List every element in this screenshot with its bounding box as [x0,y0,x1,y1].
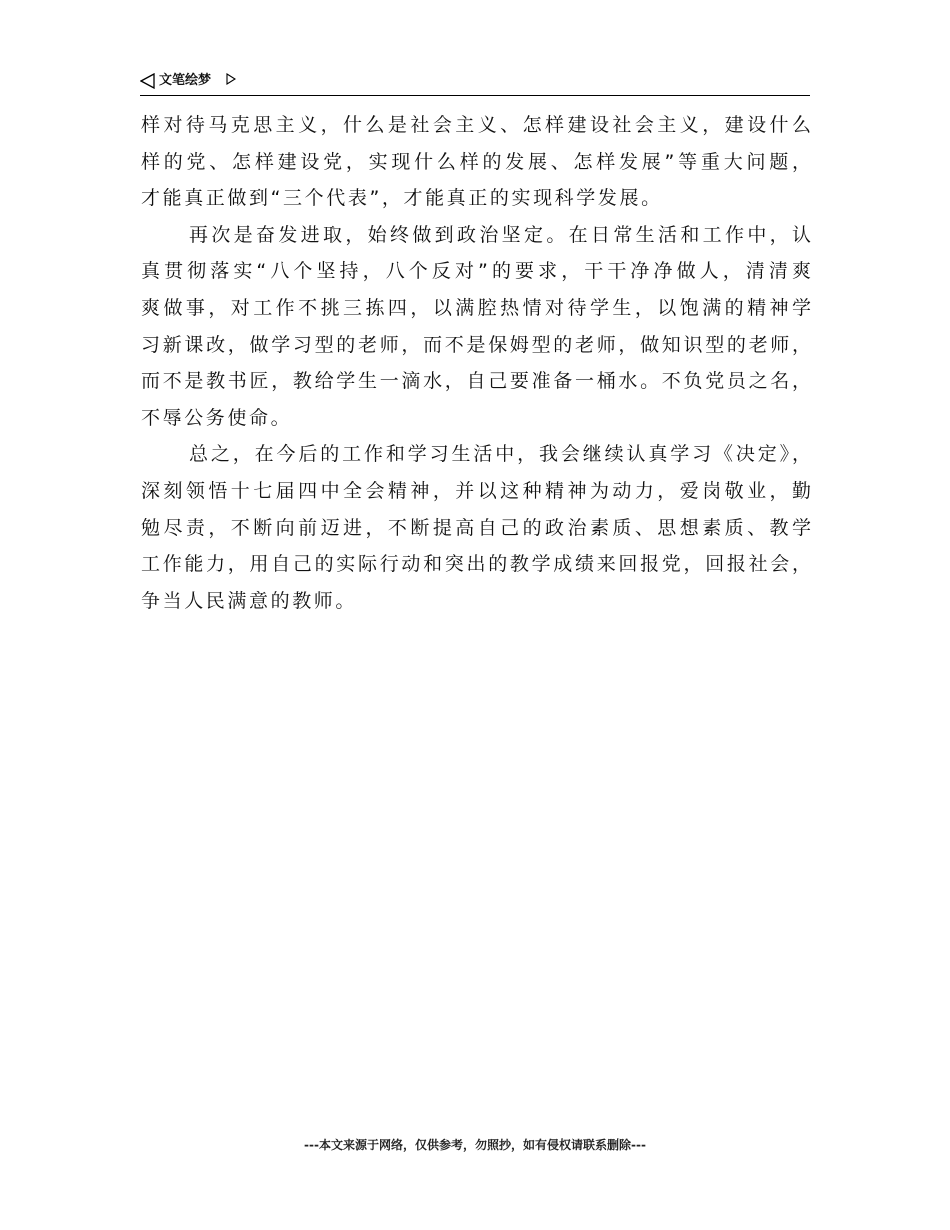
text-line: 爽做事，对工作不挑三拣四，以满腔热情对待学生，以饱满的精神学 [141,296,811,319]
paragraph [141,107,811,217]
text-line: 再次是奋发进取，始终做到政治坚定。在日常生活和工作中，认 [189,223,811,246]
page-header [140,71,810,96]
right-triangle-icon [226,73,236,85]
text-line: 样的党、怎样建设党，实现什么样的发展、怎样发展”等重大问题， [141,150,811,173]
text-line: 勉尽责，不断向前迈进，不断提高自己的政治素质、思想素质、教学 [141,516,811,539]
text-line: 不辱公务使命。 [141,406,293,429]
text-line: 工作能力，用自己的实际行动和突出的教学成绩来回报党，回报社会， [141,553,811,576]
text-line: 而不是教书匠，教给学生一滴水，自己要准备一桶水。不负党员之名， [141,370,811,393]
text-line: 争当人民满意的教师。 [141,589,358,612]
document-body [141,107,811,619]
text-line: 才能真正做到“三个代表”，才能真正的实现科学发展。 [141,187,663,210]
footer-disclaimer: ---本文来源于网络，仅供参考，勿照抄，如有侵权请联系删除--- [304,1138,646,1152]
text-line: 样对待马克思主义，什么是社会主义、怎样建设社会主义，建设什么 [141,114,811,136]
text-line: 总之，在今后的工作和学习生活中，我会继续认真学习《决定》， [189,443,811,466]
paragraph [141,217,811,437]
text-line: 习新课改，做学习型的老师，而不是保姆型的老师，做知识型的老师， [141,333,811,356]
text-line: 真贯彻落实“八个坚持，八个反对”的要求，干干净净做人，清清爽 [141,260,811,283]
text-line: 深刻领悟十七届四中全会精神，并以这种精神为动力，爱岗敬业，勤 [141,479,811,502]
header-title: 文笔绘梦 [159,73,212,88]
left-triangle-icon [140,73,156,89]
paragraph [141,436,811,619]
